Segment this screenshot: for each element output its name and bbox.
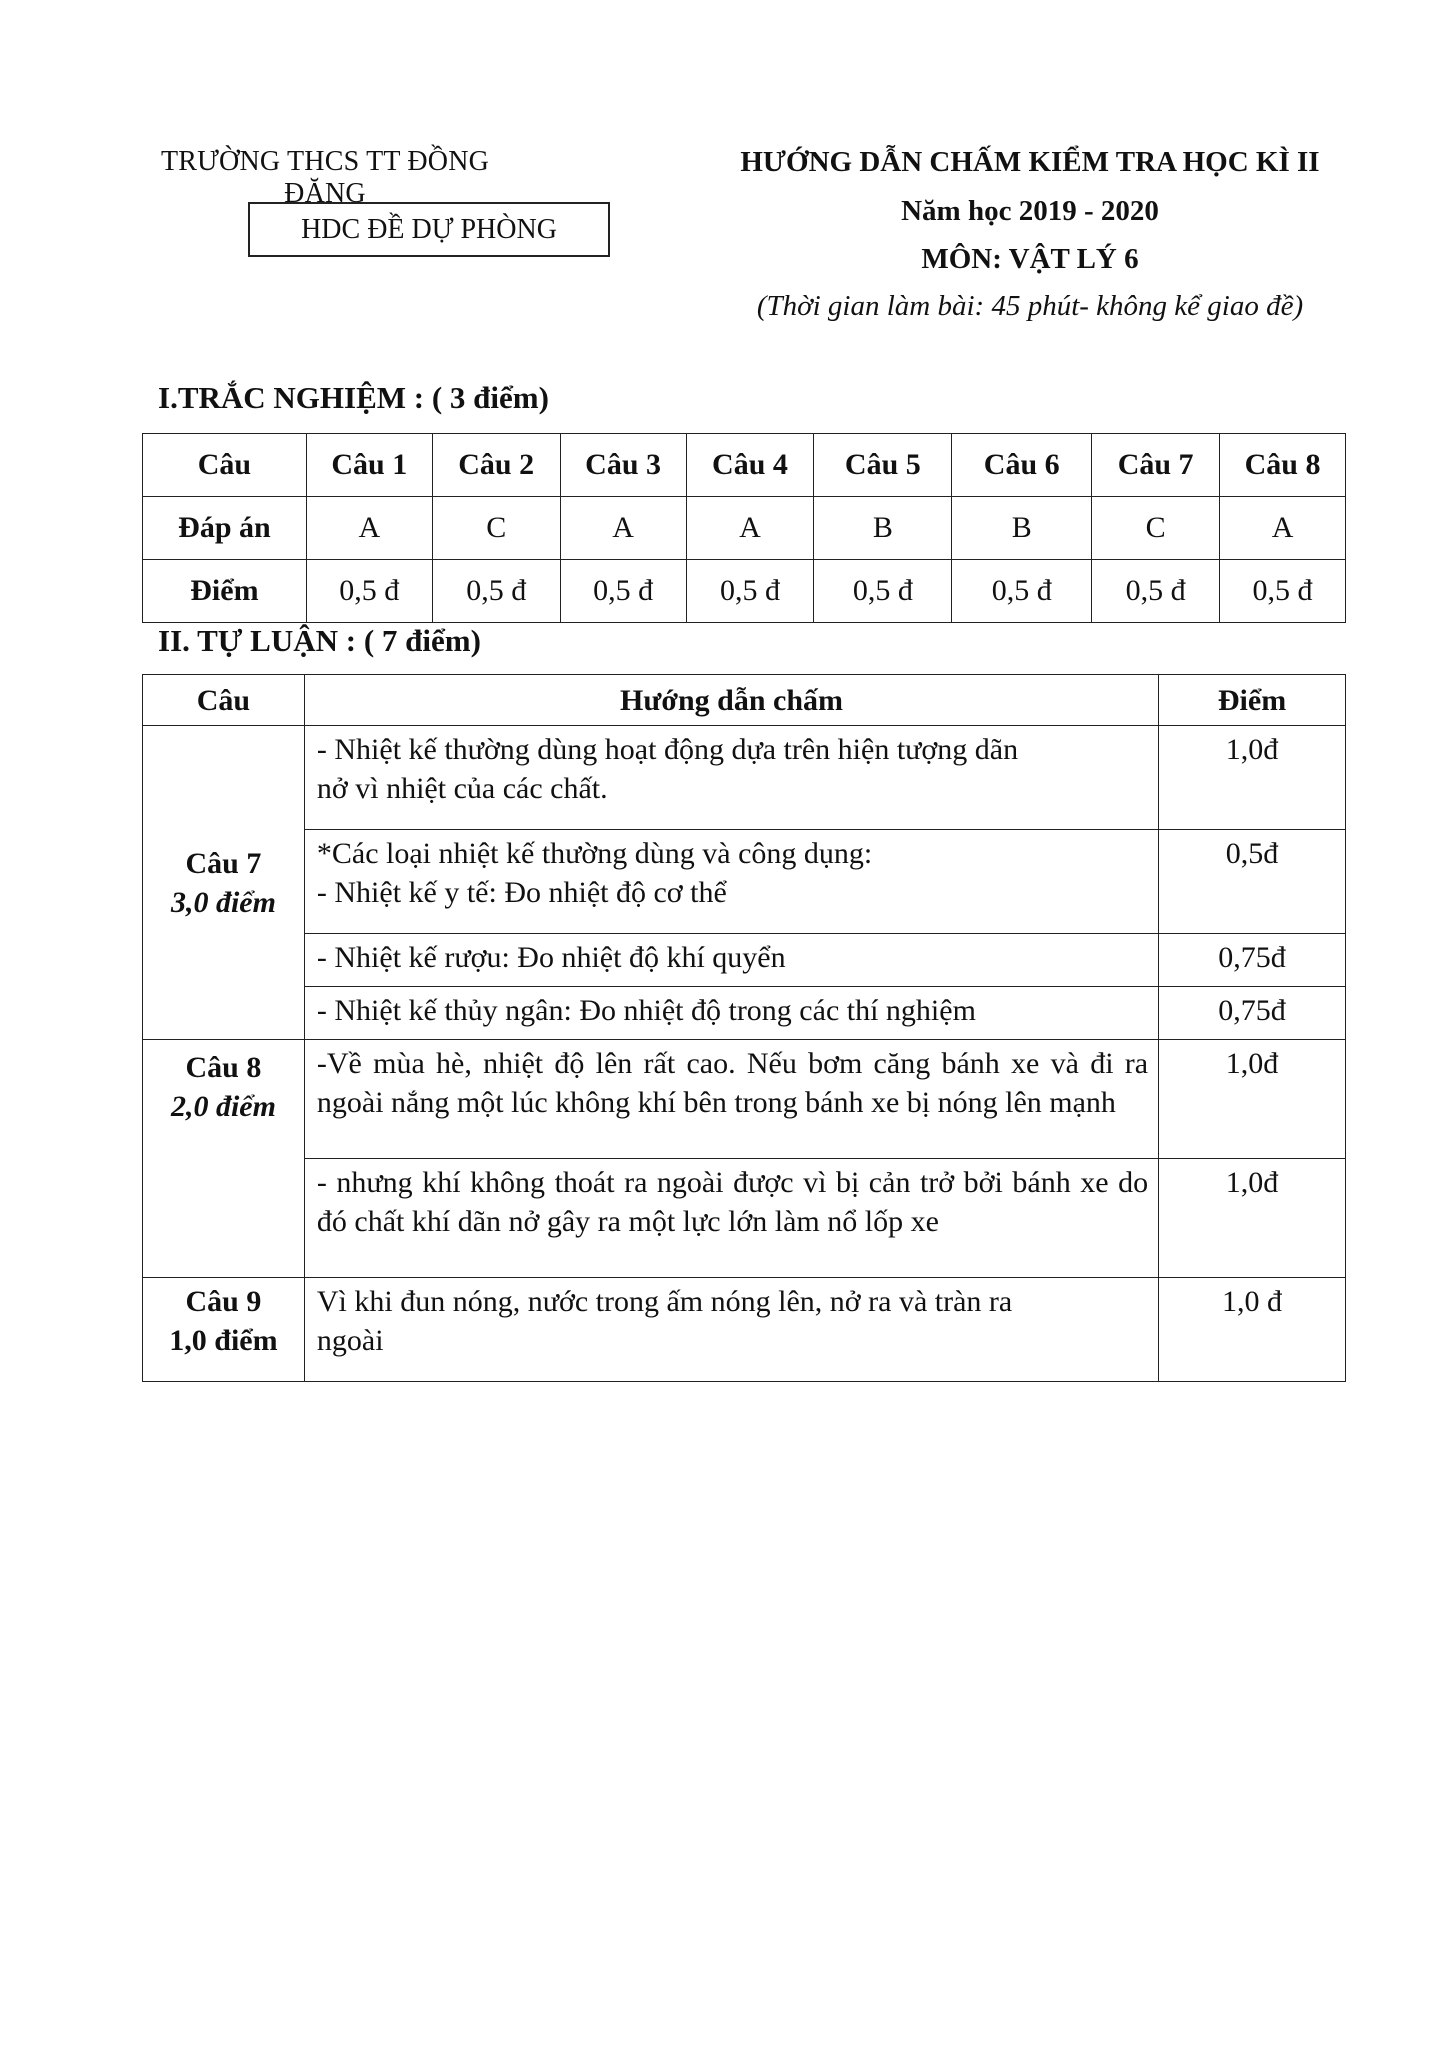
question-cell: Câu 1 (306, 434, 432, 497)
question-cell: Câu 8 (1220, 434, 1346, 497)
document-title: HƯỚNG DẪN CHẤM KIỂM TRA HỌC KÌ II (740, 146, 1320, 178)
points-cell: 0,5 đ (306, 560, 432, 623)
table-row (143, 987, 1346, 1040)
guide-cell (304, 726, 1158, 830)
table-row (143, 830, 1346, 934)
table-row (143, 1159, 1346, 1278)
multiple-choice-table (142, 433, 1346, 623)
answer-cell: C (1092, 497, 1220, 560)
guide-line: - Nhiệt kế rượu: Đo nhiệt độ khí quyển (316, 941, 786, 974)
guide-cell (304, 987, 1158, 1040)
points-cell: 0,5 đ (686, 560, 814, 623)
question-cell: Câu 7 (1092, 434, 1220, 497)
answer-cell: A (686, 497, 814, 560)
question-7-points: 3,0 điểm (170, 885, 276, 919)
table-row (143, 1040, 1346, 1159)
question-cell: Câu 2 (432, 434, 560, 497)
header-guide: Hướng dẫn chấm (304, 675, 1158, 726)
question-cell: Câu 6 (952, 434, 1092, 497)
points-cell: 0,5 đ (1092, 560, 1220, 623)
guide-line: Vì khi đun nóng, nước trong ấm nóng lên, nở ra và tràn ra (316, 1285, 1013, 1318)
question-8-points: 2,0 điểm (170, 1090, 276, 1123)
score-cell: 0,5đ (1159, 830, 1346, 934)
guide-line: ngoài (316, 1324, 384, 1357)
points-cell: 0,5 đ (814, 560, 952, 623)
row-label-points: Điểm (143, 560, 307, 623)
score-cell: 1,0 đ (1159, 1278, 1346, 1382)
table-row (143, 934, 1346, 987)
section-multiple-choice-title: I.TRẮC NGHIỆM : ( 3 điểm) (158, 380, 549, 415)
points-cell: 0,5 đ (1220, 560, 1346, 623)
guide-line: - Nhiệt kế thường dùng hoạt động dựa trên hiện tượng dãn (316, 733, 1019, 766)
points-cell: 0,5 đ (432, 560, 560, 623)
answer-cell: A (1220, 497, 1346, 560)
points-cell: 0,5 đ (952, 560, 1092, 623)
points-row (143, 560, 1346, 623)
table-row (143, 726, 1346, 830)
guide-cell (304, 934, 1158, 987)
essay-header-row (143, 675, 1346, 726)
answer-row (143, 497, 1346, 560)
question-9-points: 1,0 điểm (169, 1324, 278, 1357)
row-label-answer: Đáp án (143, 497, 307, 560)
section-essay-title: II. TỰ LUẬN : ( 7 điểm) (158, 623, 481, 658)
guide-line: - Nhiệt kế y tế: Đo nhiệt độ cơ thể (316, 876, 727, 909)
guide-cell (304, 1278, 1158, 1382)
guide-cell: -Về mùa hè, nhiệt độ lên rất cao. Nếu bơm căng bánh xe và đi ra ngoài nắng một lúc không khí bên trong bánh xe bị nóng lên mạnh (304, 1040, 1158, 1159)
question-cell: Câu 5 (814, 434, 952, 497)
question-9-cell (143, 1278, 305, 1382)
question-8-label: Câu 8 (185, 1051, 262, 1084)
backup-exam-label: HDC ĐỀ DỰ PHÒNG (248, 202, 610, 257)
guide-cell: - nhưng khí không thoát ra ngoài được vì bị cản trở bởi bánh xe do đó chất khí dãn nở gây ra một lực lớn làm nổ lốp xe (304, 1159, 1158, 1278)
question-8-cell (143, 1040, 305, 1278)
school-name: TRƯỜNG THCS TT ĐỒNG ĐĂNG (160, 146, 490, 209)
header-question: Câu (143, 675, 305, 726)
question-cell: Câu 4 (686, 434, 814, 497)
question-7-cell (143, 726, 305, 1040)
question-7-label: Câu 7 (185, 846, 262, 880)
row-label-question: Câu (143, 434, 307, 497)
answer-cell: B (814, 497, 952, 560)
score-cell: 1,0đ (1159, 726, 1346, 830)
header-points: Điểm (1159, 675, 1346, 726)
guide-line: - Nhiệt kế thủy ngân: Đo nhiệt độ trong các thí nghiệm (316, 994, 976, 1027)
answer-cell: A (306, 497, 432, 560)
score-cell: 0,75đ (1159, 987, 1346, 1040)
guide-line: nở vì nhiệt của các chất. (316, 772, 608, 805)
essay-table (142, 674, 1346, 1382)
guide-line: *Các loại nhiệt kế thường dùng và công dụng: (316, 837, 873, 870)
score-cell: 1,0đ (1159, 1159, 1346, 1278)
table-row (143, 1278, 1346, 1382)
answer-cell: A (560, 497, 686, 560)
exam-duration: (Thời gian làm bài: 45 phút- không kể giao đề) (756, 290, 1304, 322)
answer-cell: C (432, 497, 560, 560)
score-cell: 1,0đ (1159, 1040, 1346, 1159)
question-cell: Câu 3 (560, 434, 686, 497)
question-9-label: Câu 9 (185, 1285, 262, 1318)
subject: MÔN: VẬT LÝ 6 (921, 243, 1139, 275)
answer-cell: B (952, 497, 1092, 560)
points-cell: 0,5 đ (560, 560, 686, 623)
question-row (143, 434, 1346, 497)
school-year: Năm học 2019 - 2020 (901, 195, 1159, 227)
score-cell: 0,75đ (1159, 934, 1346, 987)
guide-cell (304, 830, 1158, 934)
